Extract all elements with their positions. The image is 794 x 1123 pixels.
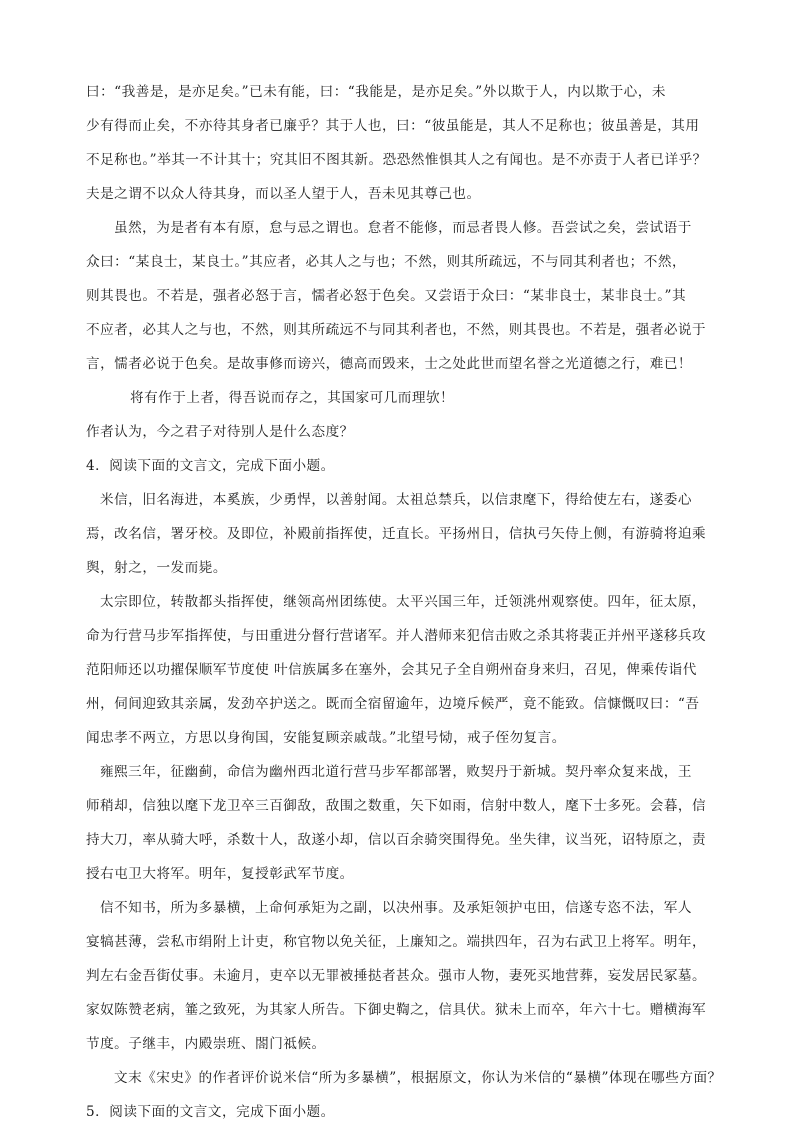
question-heading: 5．阅读下面的文言文，完成下面小题。 xyxy=(86,1104,335,1120)
question-prompt: 文末《宋史》的作者评价说米信“所为多暴横”，根据原文，你认为米信的“暴横”体现在哪些方面？ xyxy=(114,1070,722,1086)
question-heading: 4．阅读下面的文言文，完成下面小题。 xyxy=(86,458,335,474)
question-prompt: 作者认为，今之君子对待别人是什么态度？ xyxy=(86,424,354,440)
text-line: 不足称也。”举其一不计其十；究其旧不图其新。恐恐然惟惧其人之有闻也。是不亦责于人者已详乎？ xyxy=(86,152,707,168)
text-line: 言，懦者必说于色矣。是故事修而谤兴，德高而毁来，士之处此世而望名誉之光道德之行，难已！ xyxy=(86,356,693,372)
text-line: 宴犒甚薄，尝私市绢附上计吏，称官物以免关征，上廉知之。端拱四年，召为右武卫上将军。明年， xyxy=(86,934,707,950)
text-line: 州，伺间迎致其亲属，发劲卒护送之。既而全宿留逾年，边境斥候严，竟不能致。信慷慨叹曰：“吾 xyxy=(86,696,700,712)
text-line: 曰：“我善是，是亦足矣。”已未有能，曰：“我能是，是亦足矣。”外以欺于人，内以欺于心，未 xyxy=(86,84,666,100)
text-line: 持大刀，率从骑大呼，杀数十人，敌遂小却，信以百余骑突围得免。坐失律，议当死，诏特原之，责 xyxy=(86,832,707,848)
text-line: 授右屯卫大将军。明年，复授彰武军节度。 xyxy=(86,866,354,882)
text-line: 判左右金吾街仗事。未逾月，吏卒以无罪被捶挞者甚众。强市人物，妻死买地营葬，妄发居民冢墓。 xyxy=(86,968,707,984)
text-line: 信不知书，所为多暴横，上命何承矩为之副，以决州事。及承矩领护屯田，信遂专恣不法，军人 xyxy=(100,900,692,916)
text-line: 则其畏也。不若是，强者必怒于言，懦者必怒于色矣。又尝语于众曰：“某非良士，某非良士。”其 xyxy=(86,288,687,304)
text-line: 夫是之谓不以众人待其身，而以圣人望于人，吾未见其尊己也。 xyxy=(86,186,481,202)
text-line: 众曰：“某良士，某良士。”其应者，必其人之与也；不然，则其所疏远，不与同其利者也；不然， xyxy=(86,254,687,270)
text-line: 节度。子继丰，内殿崇班、閤门祗候。 xyxy=(86,1036,326,1052)
text-line: 不应者，必其人之与也，不然，则其所疏远不与同其利者也，不然，则其畏也。不若是，强者必说于 xyxy=(86,322,707,338)
text-line: 范阳师还以功擢保顺军节度使 叶信族属多在塞外，会其兄子全自朔州奋身来归，召见，俾乘传诣代 xyxy=(86,662,697,678)
text-line: 焉，改名信，署牙校。及即位，补殿前指挥使，迁直长。平扬州日，信执弓矢侍上侧，有游骑将迫乘 xyxy=(86,526,707,542)
text-line: 舆，射之，一发而毙。 xyxy=(86,560,227,576)
text-line: 太宗即位，转散都头指挥使，继领高州团练使。太平兴国三年，迁领洮州观察使。四年，征太原， xyxy=(100,594,707,610)
text-line: 少有得而止矣，不亦待其身者已廉乎？其于人也，曰：“彼虽能是，其人不足称也；彼虽善是，其用 xyxy=(86,118,700,134)
text-line: 命为行营马步军指挥使，与田重进分督行营诸军。并人潜师来犯信击败之杀其将裴正并州平遂移兵攻 xyxy=(86,628,707,644)
text-line: 将有作于上者，得吾说而存之，其国家可几而理欤！ xyxy=(130,390,455,406)
text-line: 米信，旧名海进，本奚族，少勇悍，以善射闻。太祖总禁兵，以信隶麾下，得给使左右，遂委心 xyxy=(100,492,692,508)
text-line: 师稍却，信独以麾下龙卫卒三百御敌，敌围之数重，矢下如雨，信射中数人，麾下士多死。会暮，信 xyxy=(86,798,707,814)
text-line: 家奴陈赞老病，箠之致死，为其家人所告。下御史鞫之，信具伏。狱未上而卒，年六十七。赠横海军 xyxy=(86,1002,707,1018)
text-line: 虽然，为是者有本有原，怠与忌之谓也。怠者不能修，而忌者畏人修。吾尝试之矣，尝试语于 xyxy=(114,220,692,236)
text-line: 闻忠孝不两立，方思以身徇国，安能复顾亲戚哉。”北望号恸，戒子侄勿复言。 xyxy=(86,730,566,746)
text-line: 雍熙三年，征幽蓟，命信为幽州西北道行营马步军都部署，败契丹于新城。契丹率众复来战，王 xyxy=(100,764,692,780)
